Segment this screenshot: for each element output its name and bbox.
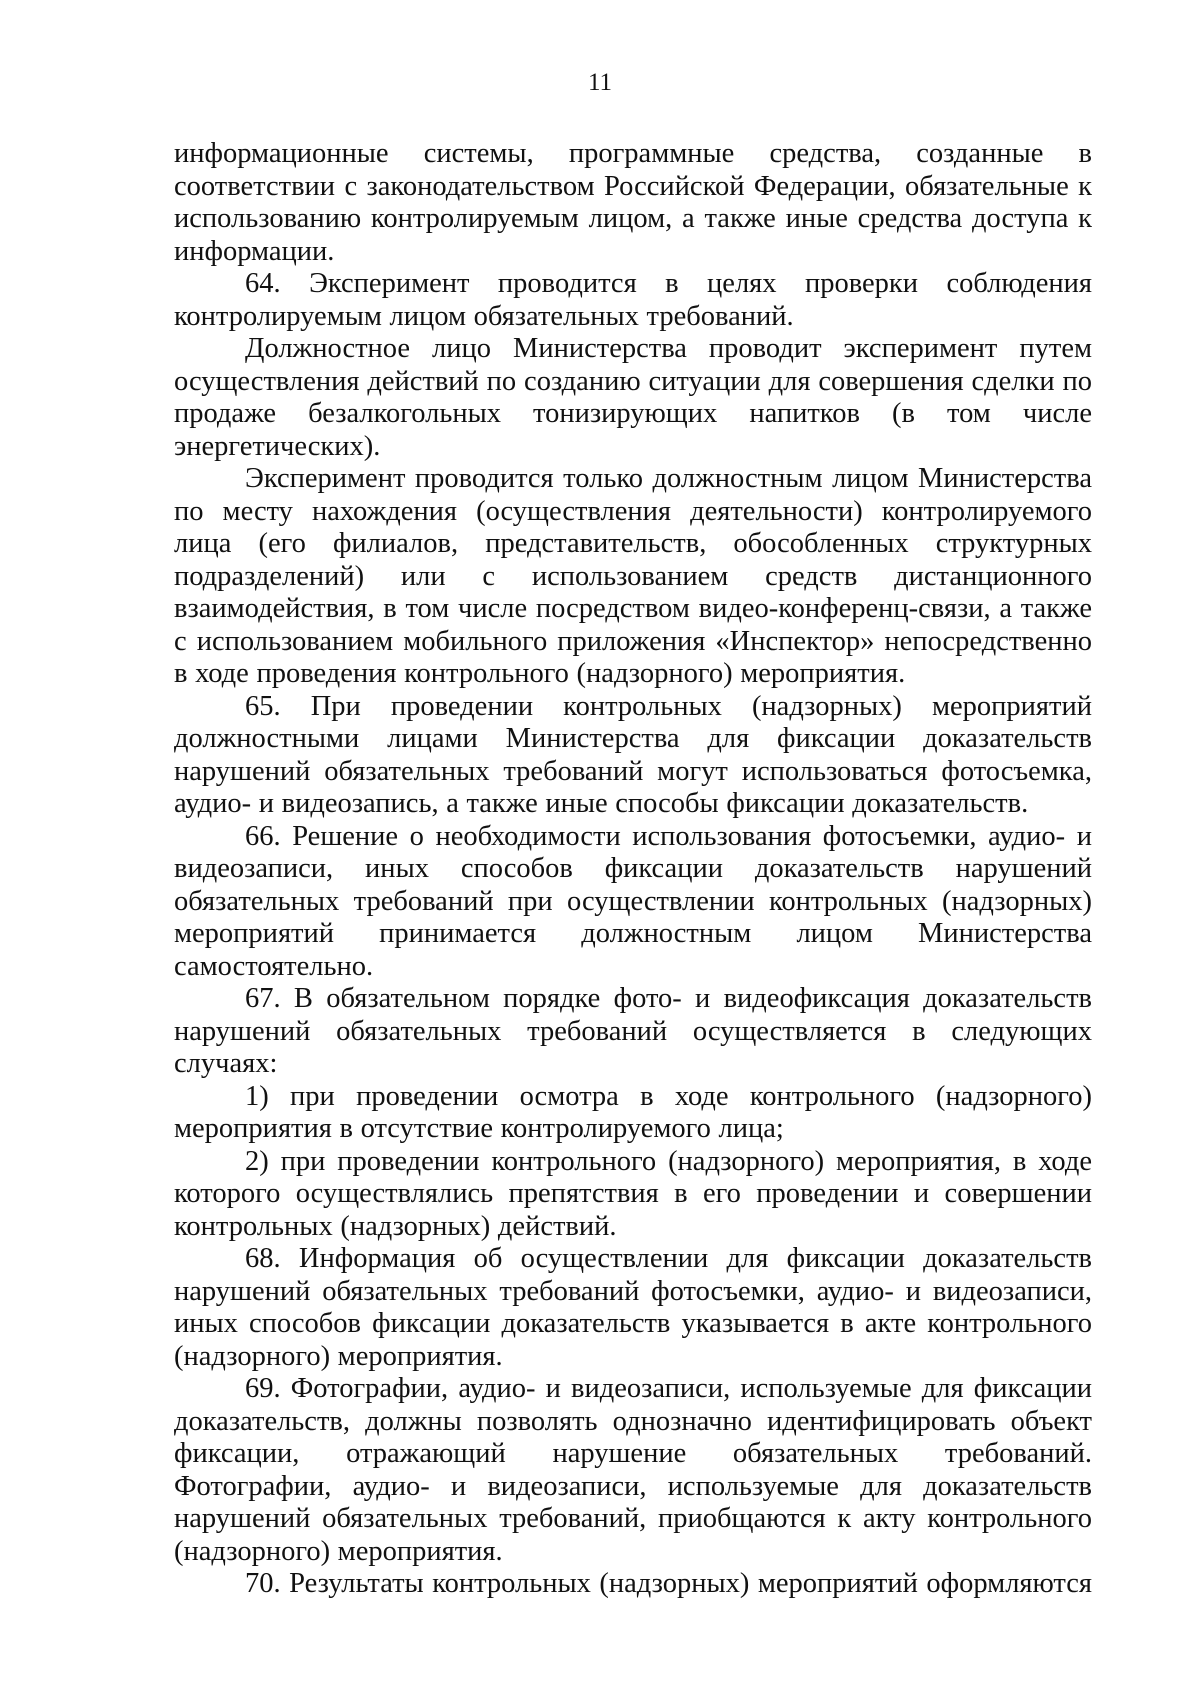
paragraph-64-experiment-location: Эксперимент проводится только должностным лицом Министерства по месту нахождения (осуществления деятельности) контролируемого лица (его филиалов, представительств, обособленных структурных подразделений) или с использованием средств дистанционного взаимодействия, в том числе посредством видео-конференц-связи, а также с использованием мобильного приложения «Инспектор» непосредственно в ходе проведения контрольного (надзорного) мероприятия.: [174, 463, 1092, 689]
paragraph-66: 66. Решение о необходимости использования фотосъемки, аудио- и видеозаписи, иных способов фиксации доказательств нарушений обязательных требований при осуществлении контрольных (надзорных) мероприятий принимается должностным лицом Министерства самостоятельно.: [174, 820, 1092, 982]
paragraph-69: 69. Фотографии, аудио- и видеозаписи, используемые для фиксации доказательств, должны позволять однозначно идентифицировать объект фиксации, отражающий нарушение обязательных требований. Фотографии, аудио- и видеозаписи, используемые для доказательств нарушений обязательных требований, приобщаются к акту контрольного (надзорного) мероприятия.: [174, 1373, 1092, 1567]
document-body: [174, 138, 1092, 1601]
paragraph-67-item-1: 1) при проведении осмотра в ходе контрольного (надзорного) мероприятия в отсутствие контролируемого лица;: [174, 1080, 1092, 1144]
paragraph-70: 70. Результаты контрольных (надзорных) мероприятий оформляются: [245, 1568, 1092, 1599]
paragraph-67: 67. В обязательном порядке фото- и видеофиксация доказательств нарушений обязательных требований осуществляется в следующих случаях:: [174, 983, 1092, 1079]
paragraph-68: 68. Информация об осуществлении для фиксации доказательств нарушений обязательных требований фотосъемки, аудио- и видеозаписи, иных способов фиксации доказательств указывается в акте контрольного (надзорного) мероприятия.: [174, 1243, 1092, 1372]
paragraph-continuation: информационные системы, программные средства, созданные в соответствии с законодательством Российской Федерации, обязательные к использованию контролируемым лицом, а также иные средства доступа к информации.: [174, 138, 1092, 267]
page-number: 11: [587, 69, 613, 96]
paragraph-65: 65. При проведении контрольных (надзорных) мероприятий должностными лицами Министерства для фиксации доказательств нарушений обязательных требований могут использоваться фотосъемка, аудио- и видеозапись, а также иные способы фиксации доказательств.: [174, 690, 1092, 819]
paragraph-67-item-2: 2) при проведении контрольного (надзорного) мероприятия, в ходе которого осуществлялись препятствия в его проведении и совершении контрольных (надзорных) действий.: [174, 1145, 1092, 1242]
paragraph-64: 64. Эксперимент проводится в целях проверки соблюдения контролируемым лицом обязательных требований.: [174, 268, 1092, 332]
paragraph-64-official: Должностное лицо Министерства проводит эксперимент путем осуществления действий по созданию ситуации для совершения сделки по продаже безалкогольных тонизирующих напитков (в том числе энергетических).: [174, 333, 1092, 462]
